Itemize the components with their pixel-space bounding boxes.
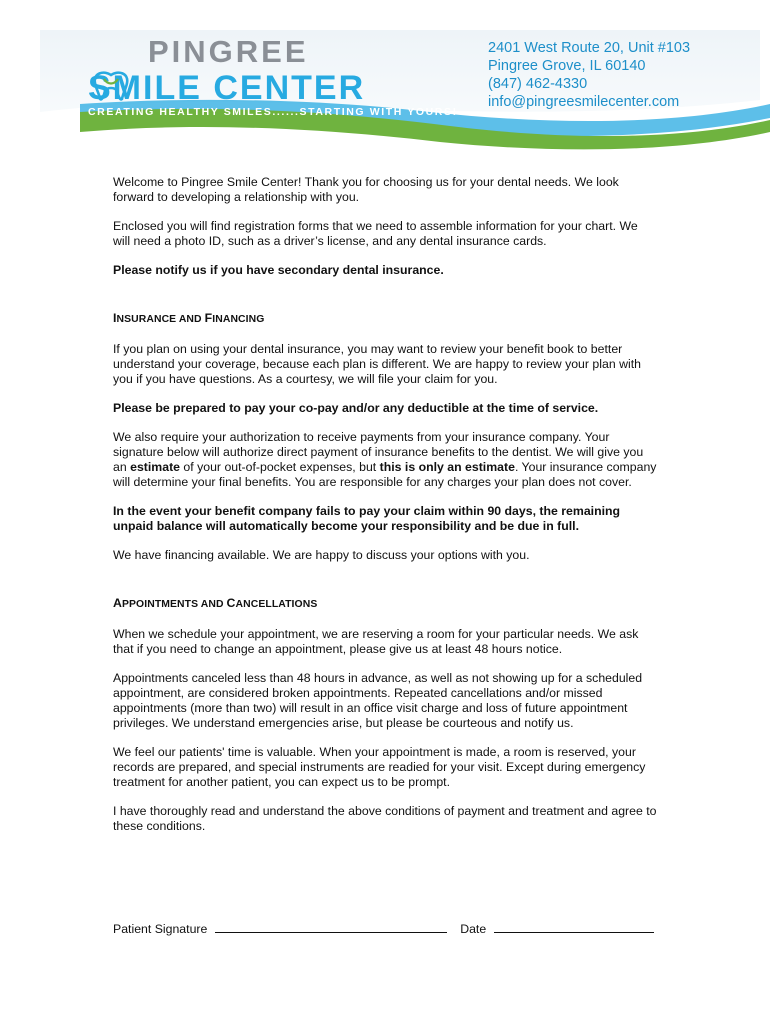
insurance-heading	[113, 311, 658, 327]
insurance-heading-rest-2: INANCING	[212, 314, 265, 325]
only-estimate-emphasis: this is only an estimate	[379, 460, 515, 474]
insurance-paragraph-1: If you plan on using your dental insurance, you may want to review your benefit book to better understand your coverage, because each plan is different. We are happy to review your plan with you if you have questions. As a courtesy, we will file your claim for you.	[113, 342, 641, 386]
address-line-2: Pingree Grove, IL 60140	[488, 58, 646, 74]
insurance-heading-cap-2: F	[204, 311, 213, 325]
financing-paragraph: We have financing available. We are happy to discuss your options with you.	[113, 548, 530, 562]
authorization-text-a: We also require your authorization to receive payments from your insurance company. Your signature below will authorize direct payment of insurance benefits to the dentist. We will give you an	[113, 430, 644, 474]
logo-pingree: PINGREE	[148, 34, 309, 69]
contact-block	[488, 39, 690, 111]
copay-notice: Please be prepared to pay your co-pay and/or any deductible at the time of service.	[113, 401, 599, 415]
estimate-emphasis: estimate	[130, 460, 181, 474]
appointments-paragraph-1: When we schedule your appointment, we are reserving a room for your particular needs. We ask that if you need to change an appointment, please give us at least 48 hours notice.	[113, 627, 639, 656]
tooth-logo-icon	[88, 71, 134, 101]
intro-paragraph-1: Welcome to Pingree Smile Center! Thank you for choosing us for your dental needs. We look forward to developing a relationship with you.	[113, 175, 619, 204]
patient-signature-field[interactable]	[215, 920, 447, 933]
date-field[interactable]	[494, 920, 654, 933]
appointments-heading-rest-2: ANCELLATIONS	[235, 599, 318, 610]
intro-paragraph-2: Enclosed you will find registration forms that we need to assemble information for your chart. We will need a photo ID, such as a driver’s license, and any dental insurance cards.	[113, 219, 638, 248]
logo-smile: SMILE	[88, 69, 202, 107]
address-line-1: 2401 West Route 20, Unit #103	[488, 40, 691, 56]
appointments-paragraph-2: Appointments canceled less than 48 hours in advance, as well as not showing up for a scheduled appointment, are considered broken appointments. Repeated cancellations and/or missed appointments (more than two) will result in an office visit charge and loss of future appointment privileges. We understand emergencies arise, but please be courteous and notify us.	[113, 671, 643, 730]
date-label: Date	[460, 922, 487, 936]
phone-number: (847) 462-4330	[488, 76, 588, 92]
letterhead	[0, 0, 770, 160]
appointments-heading-rest-1: PPOINTMENTS AND	[121, 599, 227, 610]
insurance-heading-cap-1: I	[113, 311, 117, 325]
appointments-heading	[113, 596, 658, 612]
signature-row	[113, 920, 658, 937]
authorization-text-e: . Your insurance company will determine your final benefits. You are responsible for any charges your plan does not cover.	[113, 460, 657, 489]
patient-signature-label: Patient Signature	[113, 922, 208, 936]
appointments-heading-cap-2: C	[226, 596, 236, 610]
authorization-text-c: of your out-of-pocket expenses, but	[180, 460, 380, 474]
agreement-paragraph: I have thoroughly read and understand the above conditions of payment and treatment and agree to these conditions.	[113, 804, 657, 833]
authorization-paragraph	[113, 430, 658, 490]
logo-center: CENTER	[213, 69, 366, 107]
letter-body	[113, 175, 658, 848]
logo-tagline: CREATING HEALTHY SMILES......STARTING WITH YOURS!	[88, 106, 458, 118]
appointments-paragraph-3: We feel our patients' time is valuable. When your appointment is made, a room is reserved, your records are prepared, and special instruments are readied for your visit. Except during emergency treatment for another patient, you can expect us to be prompt.	[113, 745, 646, 789]
appointments-heading-cap-1: A	[113, 596, 122, 610]
insurance-heading-rest-1: NSURANCE AND	[116, 314, 205, 325]
email-address: info@pingreesmilecenter.com	[488, 94, 680, 110]
unpaid-balance-notice: In the event your benefit company fails to pay your claim within 90 days, the remaining unpaid balance will automatically become your responsibility and be due in full.	[113, 504, 621, 533]
secondary-insurance-notice: Please notify us if you have secondary dental insurance.	[113, 263, 444, 277]
logo-wordmark	[88, 71, 365, 105]
